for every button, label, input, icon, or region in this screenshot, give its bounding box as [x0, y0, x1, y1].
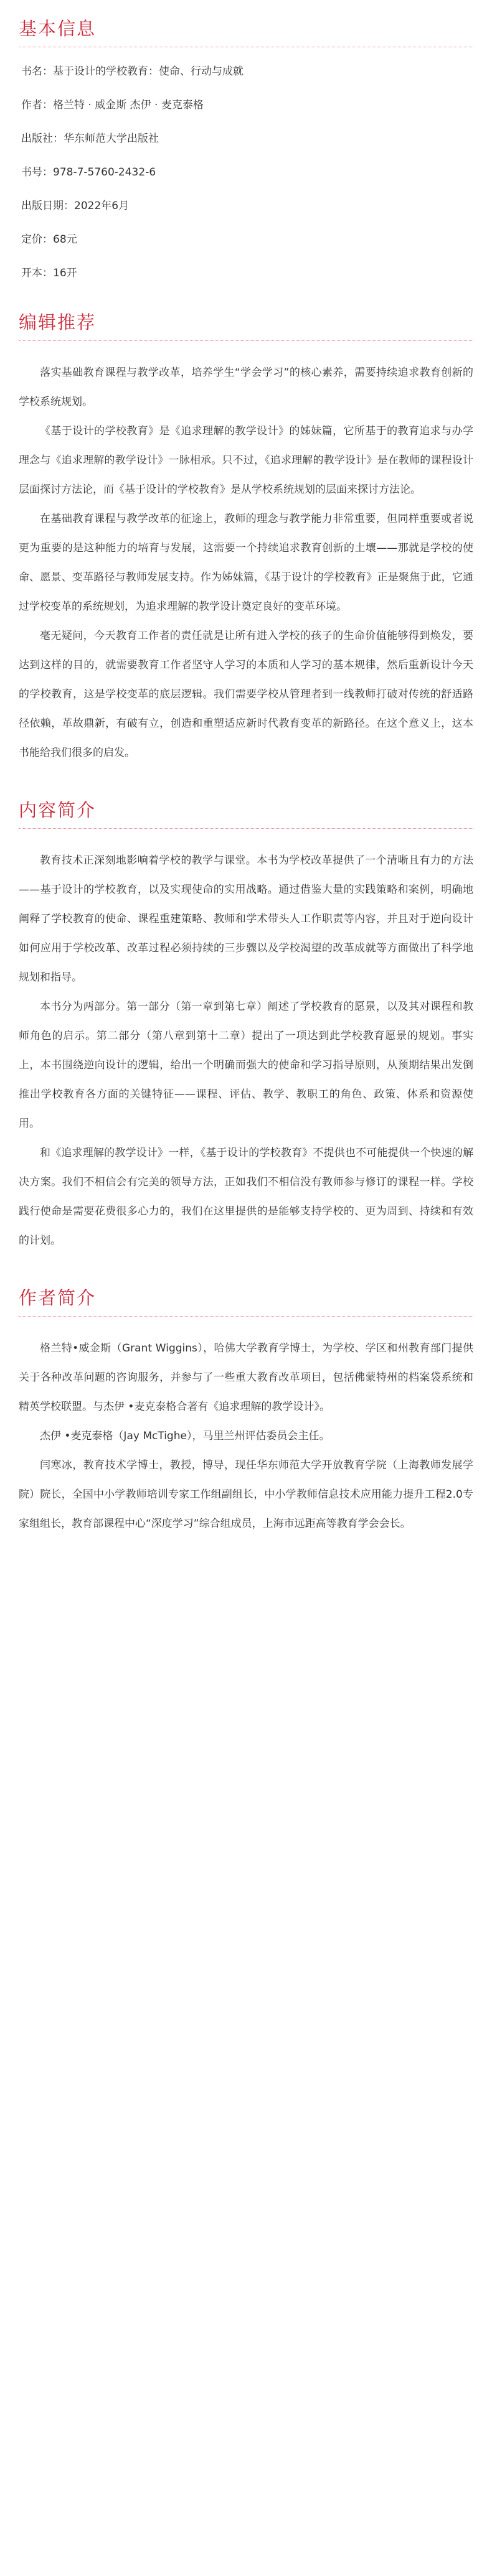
- paragraph: 闫寒冰，教育技术学博士，教授，博导，现任华东师范大学开放教育学院（上海教师发展学院）院长，全国中小学教师培训专家工作组副组长，中小学教师信息技术应用能力提升工程2.0专家组组长，教育部课程中心“深度学习”综合组成员，上海市远距高等教育学会会长。: [19, 1459, 473, 1530]
- paragraph: 落实基础教育课程与教学改革，培养学生“学会学习”的核心素养，需要持续追求教育创新的学校系统规划。: [19, 366, 473, 408]
- paragraph: 毫无疑问，今天教育工作者的责任就是让所有进入学校的孩子的生命价值能够得到焕发，要达到这样的目的，就需要教育工作者坚守人学习的本质和人学习的基本规律，然后重新设计今天的学校教育，这是学校变革的底层逻辑。我们需要学校从管理者到一线教师打破对传统的舒适路径依赖，革故鼎新，有破有立，创造和重塑适应新时代教育变革的新路径。在这个意义上，这本书能给我们很多的启发。: [19, 630, 473, 759]
- content-intro-section: [19, 796, 473, 1256]
- info-field-label: 开本：: [21, 267, 53, 279]
- info-field-label: 出版日期：: [21, 200, 74, 212]
- editor-recommend-section: [19, 309, 473, 768]
- info-field-value: 基于设计的学校教育：使命、行动与成就: [53, 65, 244, 78]
- editor-recommend-heading: 编辑推荐: [19, 312, 97, 333]
- info-field: [21, 233, 473, 246]
- info-field: [21, 199, 473, 213]
- author-intro-section: [19, 1284, 473, 1539]
- paragraph: 杰伊 •麦克泰格（Jay McTighe），马里兰州评估委员会主任。: [40, 1430, 330, 1442]
- info-field-label: 出版社：: [21, 133, 64, 145]
- paragraph: 在基础教育课程与教学改革的征途上，教师的理念与教学能力非常重要，但同样重要或者说更为重要的是这种能力的培育与发展，这需要一个持续追求教育创新的土壤——那就是学校的使命、愿景、变革路径与教师发展支持。作为姊妹篇，《基于设计的学校教育》正是聚焦于此，它通过学校变革的系统规划，为追求理解的教学设计奠定良好的变革环境。: [19, 513, 473, 613]
- info-field-label: 定价：: [21, 233, 53, 246]
- paragraph: 本书分为两部分。第一部分（第一章到第七章）阐述了学校教育的愿景，以及其对课程和教师角色的启示。第二部分（第八章到第十二章）提出了一项达到此学校教育愿景的规划。事实上，本书围绕逆向设计的逻辑，给出一个明确而强大的使命和学习指导原则，从预期结果出发倒推出学校教育各方面的关键特征——课程、评估、教学、教职工的角色、政策、体系和资源使用。: [19, 1001, 473, 1130]
- paragraph: 《基于设计的学校教育》是《追求理解的教学设计》的姊妹篇，它所基于的教育追求与办学理念与《追求理解的教学设计》一脉相承。只不过，《追求理解的教学设计》是在教师的课程设计层面探讨方法论，而《基于设计的学校教育》是从学校系统规划的层面来探讨方法论。: [19, 425, 473, 496]
- info-field-value: 16开: [53, 267, 77, 279]
- basic-info-list: [19, 65, 473, 280]
- info-field: [21, 266, 473, 280]
- info-field: [21, 98, 473, 112]
- info-field-value: 2022年6月: [74, 200, 130, 212]
- info-field-value: 格兰特 · 威金斯 杰伊 · 麦克泰格: [53, 99, 204, 111]
- info-field-label: 作者：: [21, 99, 53, 111]
- info-field-label: 书号：: [21, 166, 53, 179]
- info-field: [21, 65, 473, 78]
- paragraph: 教育技术正深刻地影响着学校的教学与课堂。本书为学校改革提供了一个清晰且有力的方法——基于设计的学校教育，以及实现使命的实用战略。通过借鉴大量的实践策略和案例，明确地阐释了学校教育的使命、课程重建策略、教师和学术带头人工作职责等内容，并且对于逆向设计如何应用于学校改革、改革过程必须持续的三步骤以及学校渴望的改革成就等方面做出了科学地规划和指导。: [19, 854, 473, 984]
- content-intro-body: [19, 846, 473, 1256]
- author-intro-heading: 作者简介: [19, 1287, 97, 1309]
- paragraph: 格兰特•威金斯（Grant Wiggins），哈佛大学教育学博士，为学校、学区和州教育部门提供关于各种改革问题的咨询服务，并参与了一些重大教育改革项目，包括佛蒙特州的档案袋系统和精英学校联盟。与杰伊 •麦克泰格合著有《追求理解的教学设计》。: [19, 1342, 473, 1413]
- section-divider: [19, 340, 473, 341]
- info-field-value: 华东师范大学出版社: [64, 133, 159, 145]
- section-divider: [19, 1316, 473, 1317]
- info-field: [21, 166, 473, 179]
- paragraph: 和《追求理解的教学设计》一样，《基于设计的学校教育》不提供也不可能提供一个快速的解决方案。我们不相信会有完美的领导方法，正如我们不相信没有教师参与修订的课程一样。学校践行使命是需要花费很多心力的，我们在这里提供的是能够支持学校的、更为周到、持续和有效的计划。: [19, 1147, 473, 1247]
- info-field: [21, 132, 473, 146]
- content-intro-heading: 内容简介: [19, 800, 97, 821]
- basic-info-section: [19, 15, 473, 280]
- author-intro-body: [19, 1334, 473, 1539]
- info-field-value: 68元: [53, 233, 77, 246]
- info-field-value: 978-7-5760-2432-6: [53, 166, 156, 179]
- basic-info-heading: 基本信息: [19, 18, 97, 39]
- info-field-label: 书名：: [21, 65, 53, 78]
- section-divider: [19, 828, 473, 829]
- editor-recommend-body: [19, 358, 473, 768]
